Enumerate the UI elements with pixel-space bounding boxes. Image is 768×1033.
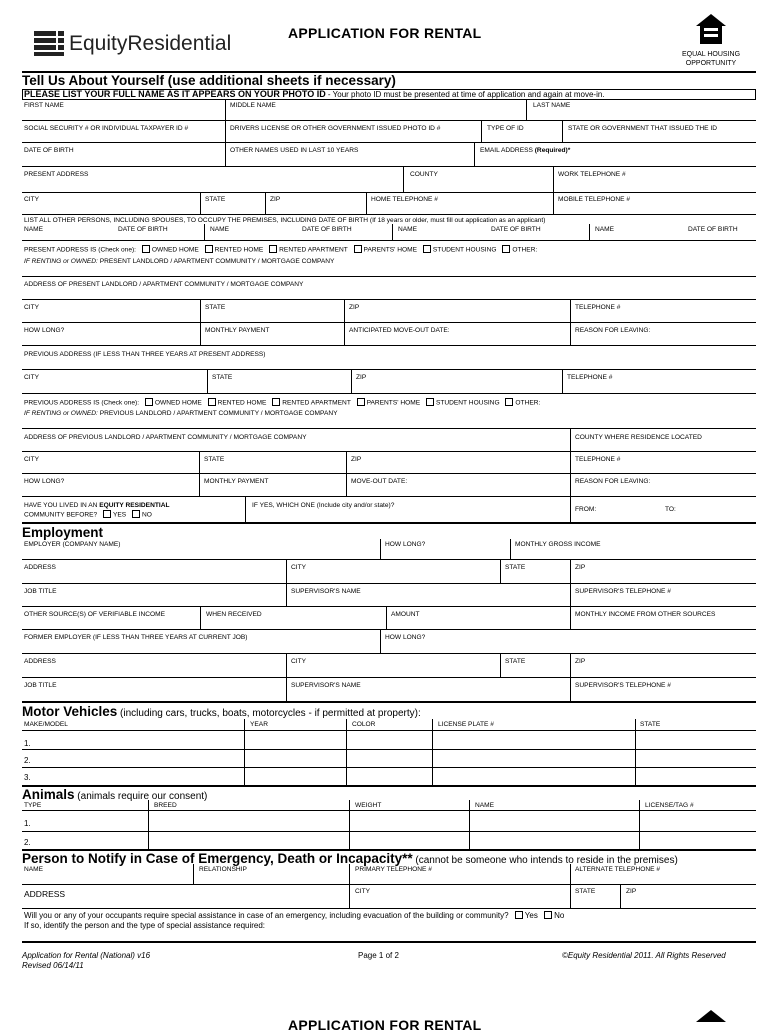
last-name-label: LAST NAME: [533, 102, 571, 109]
if-renting-label: IF RENTING or OWNED:: [24, 258, 98, 265]
lived-before-brand: EQUITY RESIDENTIAL: [99, 502, 170, 509]
how-long-label: HOW LONG?: [24, 327, 65, 334]
when-received-label: WHEN RECEIVED: [206, 611, 262, 618]
prev-landlord-zip-label: ZIP: [351, 456, 362, 463]
year-label: YEAR: [250, 721, 268, 728]
section-vehicles-title: Motor Vehicles: [22, 704, 118, 719]
former-zip-label: ZIP: [575, 658, 586, 665]
prev-landlord-telephone-label: TELEPHONE #: [575, 456, 621, 463]
ssn-label: SOCIAL SECURITY # OR INDIVIDUAL TAXPAYER ID #: [24, 125, 189, 132]
employer-label: EMPLOYER (COMPANY NAME): [24, 541, 121, 548]
prev-rented-home-checkbox[interactable]: [208, 398, 216, 406]
former-employer-label: FORMER EMPLOYER (IF LESS THAN THREE YEARS AT CURRENT JOB): [24, 634, 248, 641]
to-label: TO:: [665, 506, 676, 513]
section-vehicles-sub: (including cars, trucks, boats, motorcycles - if permitted at property):: [117, 708, 421, 719]
drivers-license-label: DRIVERS LICENSE OR OTHER GOVERNMENT ISSUED PHOTO ID #: [230, 125, 441, 132]
eho-line1: EQUAL HOUSING: [681, 51, 741, 58]
other-checkbox[interactable]: [502, 245, 510, 253]
animal-name-label: NAME: [475, 802, 495, 809]
prev-city-label: CITY: [24, 374, 40, 381]
prev-monthly-payment-label: MONTHLY PAYMENT: [204, 478, 269, 485]
section-emergency-stars: **: [402, 851, 413, 866]
employ-zip-label: ZIP: [575, 564, 586, 571]
prev-state-label: STATE: [212, 374, 233, 381]
other-income-label: OTHER SOURCE(S) OF VERIFIABLE INCOME: [24, 611, 166, 618]
prev-other-label: OTHER:: [515, 399, 541, 407]
present-address-type: [24, 245, 537, 254]
prev-parents-home-checkbox[interactable]: [357, 398, 365, 406]
state-label: STATE: [205, 196, 226, 203]
prev-zip-label: ZIP: [356, 374, 367, 381]
occupant2-name-label: NAME: [210, 226, 230, 233]
copyright: ©Equity Residential 2011. All Rights Reserved: [562, 951, 726, 960]
landlord-city-label: CITY: [24, 304, 40, 311]
employ-address-label: ADDRESS: [24, 564, 56, 571]
anticipated-move-out-label: ANTICIPATED MOVE-OUT DATE:: [349, 327, 450, 334]
landlord-zip-label: ZIP: [349, 304, 360, 311]
occupant3-dob-label: DATE OF BIRTH: [491, 226, 541, 233]
equal-housing-text: [670, 50, 752, 68]
owned-home-checkbox[interactable]: [142, 245, 150, 253]
present-landlord-label: PRESENT LANDLORD / APARTMENT COMMUNITY / MORTGAGE COMPANY: [97, 258, 335, 265]
landlord-state-label: STATE: [205, 304, 226, 311]
prev-rented-apartment-checkbox[interactable]: [272, 398, 280, 406]
email-required: (Required)*: [534, 147, 571, 154]
occupant4-dob-label: DATE OF BIRTH: [688, 226, 738, 233]
assist-no-checkbox[interactable]: [544, 911, 552, 919]
prev-owned-home-label: OWNED HOME: [154, 399, 202, 407]
address-previous-landlord-label: ADDRESS OF PREVIOUS LANDLORD / APARTMENT COMMUNITY / MORTGAGE COMPANY: [24, 434, 307, 441]
lived-no-label: NO: [142, 511, 152, 519]
emergency-zip-label: ZIP: [626, 888, 637, 895]
name-instruction-note: - Your photo ID must be presented at time of application and again at move-in.: [325, 90, 605, 99]
id-type-label: TYPE OF ID: [487, 125, 524, 132]
home-telephone-label: HOME TELEPHONE #: [371, 196, 438, 203]
former-job-title-label: JOB TITLE: [24, 682, 57, 689]
eho-line2: OPPORTUNITY: [685, 60, 737, 67]
rented-home-checkbox[interactable]: [205, 245, 213, 253]
rented-apartment-label: RENTED APARTMENT: [279, 246, 348, 254]
section-animals-title: Animals: [22, 787, 75, 802]
reason-leaving-label: REASON FOR LEAVING:: [575, 327, 651, 334]
section-animals-sub: (animals require our consent): [74, 791, 208, 802]
prev-parents-home-label: PARENTS' HOME: [366, 399, 421, 407]
vehicle-row-2: 2.: [24, 756, 31, 765]
lived-before-q1: HAVE YOU LIVED IN AN: [24, 502, 98, 509]
brand-name: EquityResidential: [69, 32, 232, 55]
employ-how-long-label: HOW LONG?: [385, 541, 426, 548]
middle-name-label: MIDDLE NAME: [230, 102, 276, 109]
section-employment-title: Employment: [22, 525, 104, 540]
which-one-label: IF YES, WHICH ONE (Include city and/or state)?: [252, 502, 395, 509]
breed-label: BREED: [154, 802, 177, 809]
mobile-telephone-label: MOBILE TELEPHONE #: [558, 196, 631, 203]
section-emergency-title: Person to Notify in Case of Emergency, Death or Incapacity: [22, 851, 403, 866]
occupant3-name-label: NAME: [398, 226, 418, 233]
prev-other-checkbox[interactable]: [505, 398, 513, 406]
rented-apartment-checkbox[interactable]: [269, 245, 277, 253]
assistance-question-2: If so, identify the person and the type of special assistance required:: [24, 921, 266, 930]
vehicle-state-label: STATE: [640, 721, 661, 728]
parents-home-checkbox[interactable]: [354, 245, 362, 253]
section-emergency-sub: (cannot be someone who intends to reside in the premises): [412, 855, 678, 866]
animal-row-2: 2.: [24, 838, 31, 847]
make-model-label: MAKE/MODEL: [24, 721, 68, 728]
assist-no-label: No: [554, 911, 565, 920]
license-plate-label: LICENSE PLATE #: [438, 721, 494, 728]
student-housing-checkbox[interactable]: [423, 245, 431, 253]
supervisor-name-label: SUPERVISOR'S NAME: [291, 588, 361, 595]
previous-is-label: PREVIOUS ADDRESS IS (Check one):: [24, 399, 140, 407]
first-name-label: FIRST NAME: [24, 102, 64, 109]
monthly-payment-label: MONTHLY PAYMENT: [205, 327, 270, 334]
rented-home-label: RENTED HOME: [214, 246, 264, 254]
form-revised: Revised 06/14/11: [22, 961, 84, 970]
weight-label: WEIGHT: [355, 802, 382, 809]
next-page-title: APPLICATION FOR RENTAL: [288, 1017, 482, 1033]
occupants-instruction: LIST ALL OTHER PERSONS, INCLUDING SPOUSES, TO OCCUPY THE PREMISES, INCLUDING DATE OF BIRTH (If 18 years or older, must fill out application as an applicant): [24, 217, 546, 224]
lived-yes-checkbox[interactable]: [103, 510, 111, 518]
prev-owned-home-checkbox[interactable]: [145, 398, 153, 406]
assist-yes-checkbox[interactable]: [515, 911, 523, 919]
prev-if-renting-label: IF RENTING or OWNED:: [24, 410, 98, 417]
present-is-label: PRESENT ADDRESS IS (Check one):: [24, 246, 137, 254]
dob-label: DATE OF BIRTH: [24, 147, 74, 154]
form-version: Application for Rental (National) v16: [22, 951, 151, 960]
former-supervisor-telephone-label: SUPERVISOR'S TELEPHONE #: [575, 682, 671, 689]
color-label: COLOR: [352, 721, 376, 728]
from-label: FROM:: [575, 506, 597, 513]
county-residence-label: COUNTY WHERE RESIDENCE LOCATED: [575, 434, 702, 441]
former-city-label: CITY: [291, 658, 307, 665]
occupant4-name-label: NAME: [595, 226, 615, 233]
vehicle-row-1: 1.: [24, 739, 31, 748]
former-supervisor-name-label: SUPERVISOR'S NAME: [291, 682, 361, 689]
prev-landlord-state-label: STATE: [204, 456, 225, 463]
occupant2-dob-label: DATE OF BIRTH: [302, 226, 352, 233]
assistance-question: Will you or any of your occupants require special assistance in case of an emergency, including evacuation of the building or community?: [24, 911, 509, 920]
city-label: CITY: [24, 196, 40, 203]
prev-how-long-label: HOW LONG?: [24, 478, 65, 485]
vehicle-row-3: 3.: [24, 773, 31, 782]
logo-bars-icon: [34, 31, 64, 57]
section-tell-us-title: Tell Us About Yourself (use additional sheets if necessary): [22, 73, 396, 88]
page-number: Page 1 of 2: [358, 951, 399, 960]
previous-address-type: [24, 398, 540, 407]
name-instruction: PLEASE LIST YOUR FULL NAME AS IT APPEARS ON YOUR PHOTO ID: [24, 89, 326, 99]
job-title-label: JOB TITLE: [24, 588, 57, 595]
former-address-label: ADDRESS: [24, 658, 56, 665]
parents-home-label: PARENTS' HOME: [363, 246, 418, 254]
id-state-label: STATE OR GOVERNMENT THAT ISSUED THE ID: [568, 125, 717, 132]
previous-landlord-label: PREVIOUS LANDLORD / APARTMENT COMMUNITY / MORTGAGE COMPANY: [97, 410, 338, 417]
employ-city-label: CITY: [291, 564, 307, 571]
prev-telephone-label: TELEPHONE #: [567, 374, 613, 381]
prev-rented-home-label: RENTED HOME: [217, 399, 267, 407]
other-label: OTHER:: [512, 246, 538, 254]
emergency-name-label: NAME: [24, 866, 44, 873]
other-names-label: OTHER NAMES USED IN LAST 10 YEARS: [230, 147, 359, 154]
county-label: COUNTY: [410, 171, 438, 178]
prev-rented-apartment-label: RENTED APARTMENT: [282, 399, 351, 407]
animal-row-1: 1.: [24, 819, 31, 828]
former-state-label: STATE: [505, 658, 526, 665]
license-tag-label: LICENSE/TAG #: [645, 802, 694, 809]
former-how-long-label: HOW LONG?: [385, 634, 426, 641]
prev-reason-leaving-label: REASON FOR LEAVING:: [575, 478, 651, 485]
assist-yes-label: Yes: [524, 911, 538, 920]
student-housing-label: STUDENT HOUSING: [432, 246, 497, 254]
animal-type-label: TYPE: [24, 802, 42, 809]
amount-label: AMOUNT: [391, 611, 420, 618]
zip-label: ZIP: [270, 196, 281, 203]
work-telephone-label: WORK TELEPHONE #: [558, 171, 626, 178]
email-label: EMAIL ADDRESS: [480, 147, 533, 154]
emergency-address-label: ADDRESS: [24, 889, 66, 899]
prev-student-housing-checkbox[interactable]: [426, 398, 434, 406]
previous-address-label: PREVIOUS ADDRESS (IF LESS THAN THREE YEARS AT PRESENT ADDRESS): [24, 351, 266, 358]
landlord-telephone-label: TELEPHONE #: [575, 304, 621, 311]
occupant1-dob-label: DATE OF BIRTH: [118, 226, 168, 233]
emergency-state-label: STATE: [575, 888, 596, 895]
move-out-date-label: MOVE-OUT DATE:: [351, 478, 408, 485]
prev-student-housing-label: STUDENT HOUSING: [435, 399, 500, 407]
owned-home-label: OWNED HOME: [151, 246, 199, 254]
occupant1-name-label: NAME: [24, 226, 44, 233]
monthly-gross-label: MONTHLY GROSS INCOME: [515, 541, 601, 548]
page-title: APPLICATION FOR RENTAL: [288, 25, 482, 41]
supervisor-telephone-label: SUPERVISOR'S TELEPHONE #: [575, 588, 671, 595]
relationship-label: RELATIONSHIP: [199, 866, 247, 873]
address-present-landlord-label: ADDRESS OF PRESENT LANDLORD / APARTMENT COMMUNITY / MORTGAGE COMPANY: [24, 281, 304, 288]
company-logo: [34, 31, 64, 62]
monthly-other-label: MONTHLY INCOME FROM OTHER SOURCES: [575, 611, 716, 618]
present-address-label: PRESENT ADDRESS: [24, 171, 89, 178]
next-page-equal-housing-icon: [694, 1008, 728, 1029]
prev-landlord-city-label: CITY: [24, 456, 40, 463]
primary-telephone-label: PRIMARY TELEPHONE #: [355, 866, 432, 873]
alternate-telephone-label: ALTERNATE TELEPHONE #: [575, 866, 661, 873]
emergency-city-label: CITY: [355, 888, 371, 895]
lived-no-checkbox[interactable]: [132, 510, 140, 518]
lived-yes-label: YES: [113, 511, 127, 519]
lived-before-q2: COMMUNITY BEFORE?: [24, 511, 98, 519]
equal-housing-icon: [694, 12, 728, 51]
employ-state-label: STATE: [505, 564, 526, 571]
